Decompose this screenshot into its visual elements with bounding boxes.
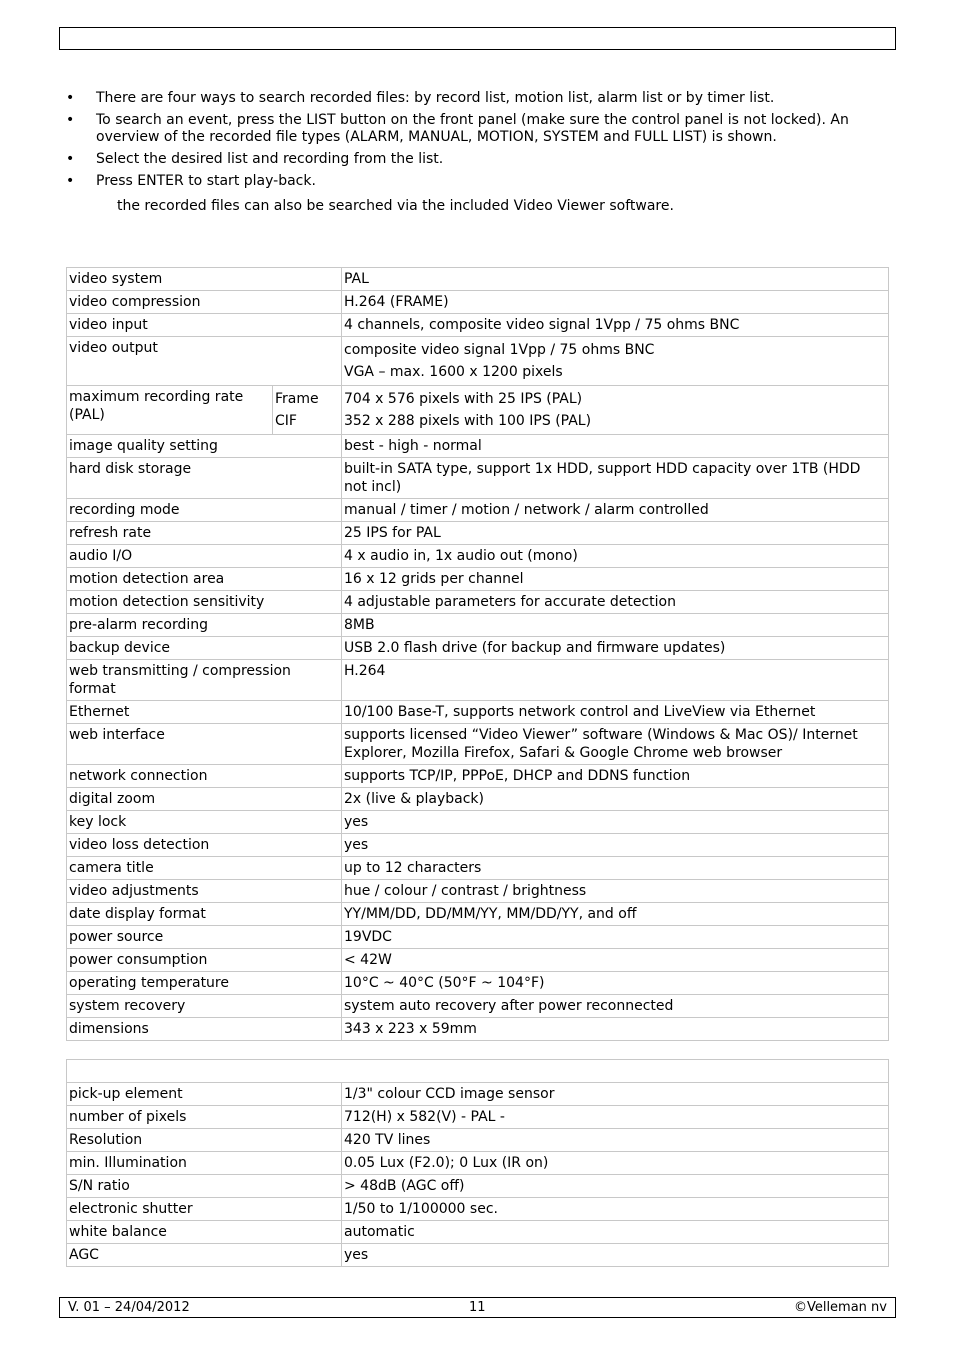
table-row — [67, 926, 889, 949]
spec-label: min. Illumination — [67, 1152, 342, 1175]
spec-value: 4 x audio in, 1x audio out (mono) — [342, 545, 889, 568]
spec-sublabel-frame: Frame — [275, 391, 319, 407]
spec-value: YY/MM/DD, DD/MM/YY, MM/DD/YY, and off — [342, 903, 889, 926]
spec-value: yes — [342, 1244, 889, 1267]
list-item: • Press ENTER to start play-back. — [66, 173, 886, 190]
camera-spec-table — [66, 1059, 889, 1267]
table-row — [67, 458, 889, 499]
table-row — [67, 857, 889, 880]
spec-label: video system — [67, 268, 342, 291]
spec-value: 16 x 12 grids per channel — [342, 568, 889, 591]
spec-label: AGC — [67, 1244, 342, 1267]
spec-value: 420 TV lines — [342, 1129, 889, 1152]
spec-value: best - high - normal — [342, 435, 889, 458]
table-row — [67, 995, 889, 1018]
table-row — [67, 499, 889, 522]
spec-label: video compression — [67, 291, 342, 314]
spec-label: maximum recording rate (PAL) — [67, 386, 273, 435]
spec-label: dimensions — [67, 1018, 342, 1041]
spec-label: video loss detection — [67, 834, 342, 857]
spec-label: camera title — [67, 857, 342, 880]
spec-value: H.264 — [342, 660, 889, 701]
table-row — [67, 614, 889, 637]
table-row — [67, 1244, 889, 1267]
spec-value: > 48dB (AGC off) — [342, 1175, 889, 1198]
list-item: • Select the desired list and recording from the list. — [66, 151, 886, 168]
spec-label: pre-alarm recording — [67, 614, 342, 637]
table-row — [67, 788, 889, 811]
table-row — [67, 435, 889, 458]
page-header-box — [59, 27, 896, 50]
page-footer — [59, 1297, 896, 1318]
spec-label: video input — [67, 314, 342, 337]
list-item: • To search an event, press the LIST button on the front panel (make sure the control panel is not locked). An overview of the recorded file types (ALARM, MANUAL, MOTION, SYSTEM and FULL LIST) is shown. — [66, 112, 886, 146]
spec-label: refresh rate — [67, 522, 342, 545]
spec-label: number of pixels — [67, 1106, 342, 1129]
table-row — [67, 1221, 889, 1244]
dvr-spec-table — [66, 267, 889, 1041]
table-row — [67, 637, 889, 660]
spec-value: < 42W — [342, 949, 889, 972]
footer-version: V. 01 – 24/04/2012 — [68, 1300, 190, 1315]
spec-value: PAL — [342, 268, 889, 291]
spec-value: 10°C ~ 40°C (50°F ~ 104°F) — [342, 972, 889, 995]
spec-label: video adjustments — [67, 880, 342, 903]
spec-value: yes — [342, 834, 889, 857]
table-row — [67, 1106, 889, 1129]
table-row — [67, 724, 889, 765]
spec-label: backup device — [67, 637, 342, 660]
table-row — [67, 591, 889, 614]
table-row — [67, 1083, 889, 1106]
spec-label: power source — [67, 926, 342, 949]
spec-value: supports TCP/IP, PPPoE, DHCP and DDNS function — [342, 765, 889, 788]
spec-value: 4 adjustable parameters for accurate detection — [342, 591, 889, 614]
spec-label: hard disk storage — [67, 458, 342, 499]
spec-label: system recovery — [67, 995, 342, 1018]
spec-value: 8MB — [342, 614, 889, 637]
spec-value: 2x (live & playback) — [342, 788, 889, 811]
table-row — [67, 972, 889, 995]
spec-value: built-in SATA type, support 1x HDD, support HDD capacity over 1TB (HDD not incl) — [342, 458, 889, 499]
table-row — [67, 1152, 889, 1175]
spec-value: 0.05 Lux (F2.0); 0 Lux (IR on) — [342, 1152, 889, 1175]
table-row — [67, 545, 889, 568]
spec-value-line: composite video signal 1Vpp / 75 ohms BNC — [344, 342, 655, 358]
table-row — [67, 880, 889, 903]
spec-label: motion detection sensitivity — [67, 591, 342, 614]
spec-value: automatic — [342, 1221, 889, 1244]
table-row — [67, 701, 889, 724]
spec-value: up to 12 characters — [342, 857, 889, 880]
spec-value: 4 channels, composite video signal 1Vpp / 75 ohms BNC — [342, 314, 889, 337]
spec-value: 19VDC — [342, 926, 889, 949]
spec-value: 10/100 Base-T, supports network control and LiveView via Ethernet — [342, 701, 889, 724]
footer-copyright: ©Velleman nv — [793, 1300, 887, 1315]
spec-label: date display format — [67, 903, 342, 926]
list-item: • There are four ways to search recorded files: by record list, motion list, alarm list or by timer list. — [66, 90, 886, 107]
spec-label: web interface — [67, 724, 342, 765]
table-heading-empty — [67, 1060, 889, 1083]
spec-label: white balance — [67, 1221, 342, 1244]
spec-label: recording mode — [67, 499, 342, 522]
table-row — [67, 1198, 889, 1221]
spec-value-line: 352 x 288 pixels with 100 IPS (PAL) — [344, 413, 592, 429]
spec-value-line: VGA – max. 1600 x 1200 pixels — [344, 364, 563, 380]
spec-value: hue / colour / contrast / brightness — [342, 880, 889, 903]
table-row — [67, 386, 889, 435]
table-row — [67, 268, 889, 291]
spec-label: digital zoom — [67, 788, 342, 811]
spec-label: image quality setting — [67, 435, 342, 458]
table-row — [67, 1018, 889, 1041]
table-row — [67, 1175, 889, 1198]
spec-value: 1/3" colour CCD image sensor — [342, 1083, 889, 1106]
spec-value: 343 x 223 x 59mm — [342, 1018, 889, 1041]
table-row — [67, 834, 889, 857]
spec-value: 712(H) x 582(V) - PAL - — [342, 1106, 889, 1129]
table-header-row — [67, 1060, 889, 1083]
spec-value — [342, 386, 889, 435]
spec-label: Resolution — [67, 1129, 342, 1152]
table-row — [67, 765, 889, 788]
table-row — [67, 568, 889, 591]
note-text: the recorded files can also be searched via the included Video Viewer software. — [117, 198, 674, 214]
table-row — [67, 337, 889, 386]
spec-value — [342, 337, 889, 386]
instruction-list — [66, 90, 886, 195]
spec-sublabel-cif: CIF — [275, 413, 297, 429]
spec-value: H.264 (FRAME) — [342, 291, 889, 314]
table-row — [67, 949, 889, 972]
spec-label: Ethernet — [67, 701, 342, 724]
spec-value: yes — [342, 811, 889, 834]
spec-label: motion detection area — [67, 568, 342, 591]
spec-label: electronic shutter — [67, 1198, 342, 1221]
spec-sublabel — [273, 386, 342, 435]
spec-value: 1/50 to 1/100000 sec. — [342, 1198, 889, 1221]
spec-label: S/N ratio — [67, 1175, 342, 1198]
spec-label: power consumption — [67, 949, 342, 972]
spec-value: USB 2.0 flash drive (for backup and firmware updates) — [342, 637, 889, 660]
spec-label: key lock — [67, 811, 342, 834]
spec-value: manual / timer / motion / network / alarm controlled — [342, 499, 889, 522]
table-row — [67, 291, 889, 314]
table-row — [67, 522, 889, 545]
footer-page-number: 11 — [469, 1300, 486, 1315]
table-row — [67, 314, 889, 337]
spec-value: supports licensed “Video Viewer” software (Windows & Mac OS)/ Internet Explorer, Mozilla Firefox, Safari & Google Chrome web browser — [342, 724, 889, 765]
spec-label: operating temperature — [67, 972, 342, 995]
table-row — [67, 903, 889, 926]
spec-label: pick-up element — [67, 1083, 342, 1106]
spec-value-line: 704 x 576 pixels with 25 IPS (PAL) — [344, 391, 583, 407]
spec-label: video output — [67, 337, 342, 386]
spec-label: audio I/O — [67, 545, 342, 568]
spec-value: system auto recovery after power reconnected — [342, 995, 889, 1018]
spec-label: web transmitting / compression format — [67, 660, 342, 701]
table-row — [67, 660, 889, 701]
spec-value: 25 IPS for PAL — [342, 522, 889, 545]
table-row — [67, 1129, 889, 1152]
table-row — [67, 811, 889, 834]
spec-label: network connection — [67, 765, 342, 788]
